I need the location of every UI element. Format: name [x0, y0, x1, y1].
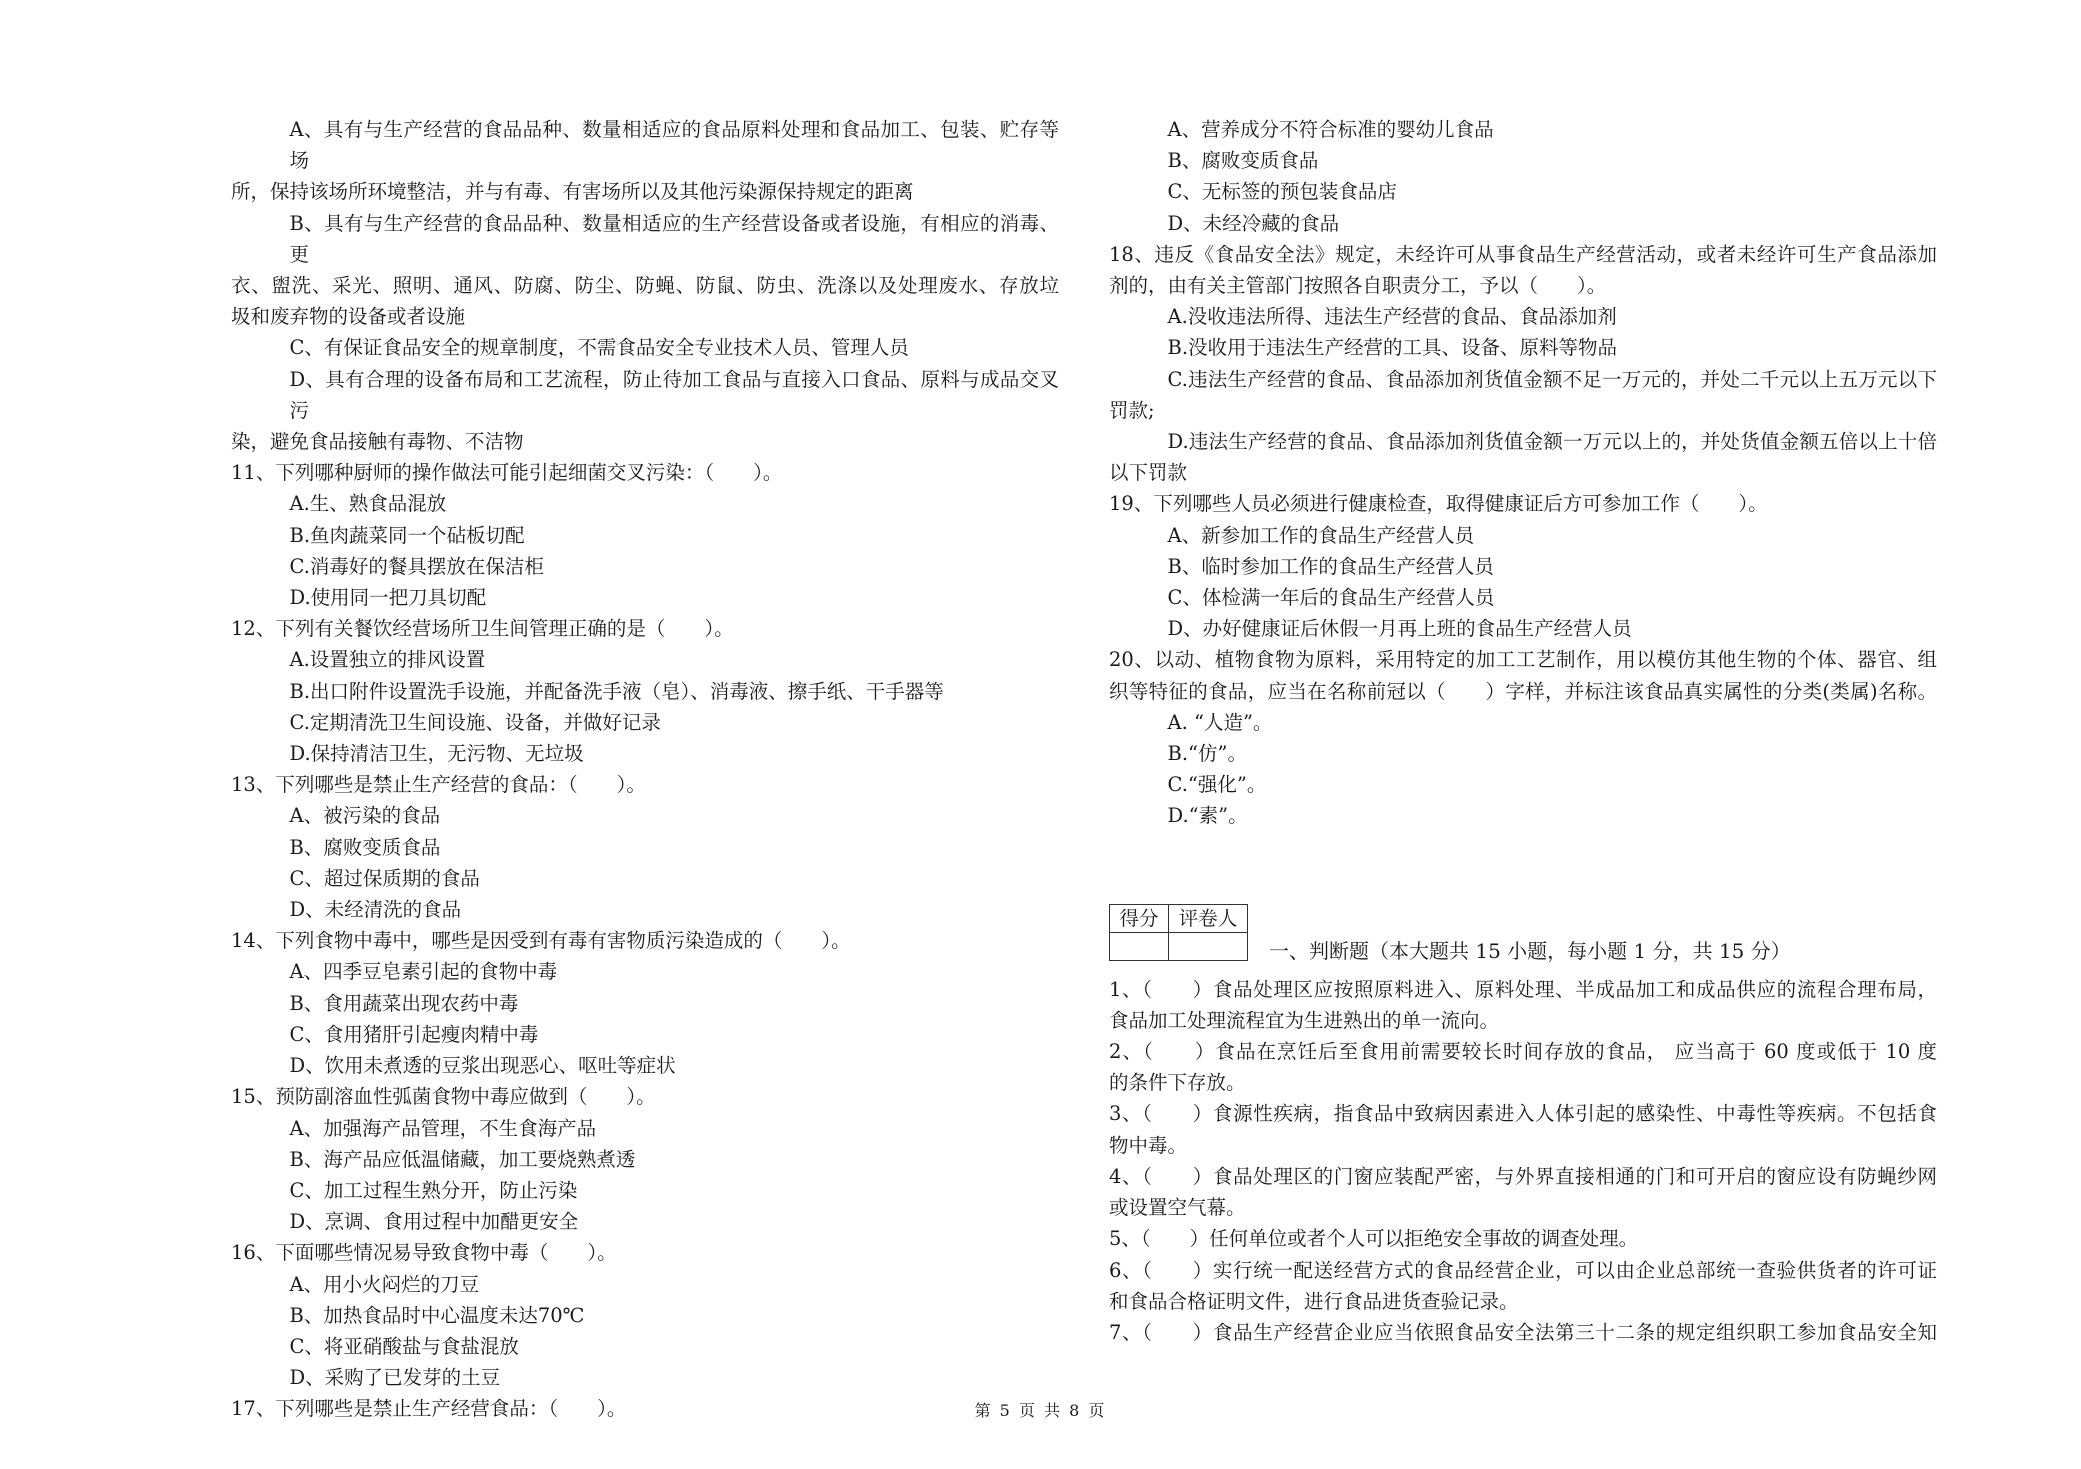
text-line: B、海产品应低温储藏，加工要烧熟煮透 [289, 1147, 636, 1171]
text-line: C、有保证食品安全的规章制度，不需食品安全专业技术人员、管理人员 [289, 336, 909, 360]
section-title: 一、判断题（本大题共 15 小题，每小题 1 分，共 15 分） [1269, 938, 1791, 963]
text-line: 罚款; [1109, 398, 1155, 422]
page-footer: 第 5 页 共 8 页 [974, 1401, 1107, 1420]
text-line: 12、下列有关餐饮经营场所卫生间管理正确的是（ ）。 [231, 617, 734, 641]
text-line: 16、下面哪些情况易导致食物中毒（ ）。 [231, 1241, 617, 1265]
text-line: 的条件下存放。 [1109, 1071, 1246, 1095]
text-line: A.没收违法所得、违法生产经营的食品、食品添加剂 [1167, 305, 1617, 329]
text-line: D.“素”。 [1167, 804, 1248, 828]
text-line: B、腐败变质食品 [289, 835, 441, 859]
text-line: D、未经清洗的食品 [289, 898, 462, 922]
text-line: A、新参加工作的食品生产经营人员 [1167, 523, 1475, 547]
text-line: C、加工过程生熟分开，防止污染 [289, 1178, 578, 1202]
text-line: C、无标签的预包装食品店 [1167, 180, 1397, 204]
text-line: C、超过保质期的食品 [289, 866, 480, 890]
text-line: 11、下列哪种厨师的操作做法可能引起细菌交叉污染：（ ）。 [231, 461, 783, 485]
grader-cell [1169, 932, 1248, 960]
text-line: C.违法生产经营的食品、食品添加剂货值金额不足一万元的，并处二千元以上五万元以下 [1167, 367, 1937, 391]
text-line: 4、（ ）食品处理区的门窗应装配严密，与外界直接相通的门和可开启的窗应设有防蝇纱网 [1109, 1164, 1937, 1188]
text-line: A、加强海产品管理，不生食海产品 [289, 1116, 597, 1140]
text-line: B.“仿”。 [1167, 742, 1247, 766]
text-line: 6、（ ）实行统一配送经营方式的食品经营企业，可以由企业总部统一查验供货者的许可证 [1109, 1258, 1937, 1282]
text-line: 织等特征的食品，应当在名称前冠以（ ）字样，并标注该食品真实属性的分类(类属)名称。 [1109, 679, 1937, 703]
section-gap [1109, 832, 1937, 904]
text-line: 15、预防副溶血性弧菌食物中毒应做到（ ）。 [231, 1085, 656, 1109]
text-line: 13、下列哪些是禁止生产经营的食品：（ ）。 [231, 773, 646, 797]
text-line: C、体检满一年后的食品生产经营人员 [1167, 586, 1495, 610]
text-line: B、临时参加工作的食品生产经营人员 [1167, 554, 1494, 578]
text-line: D.违法生产经营的食品、食品添加剂货值金额一万元以上的，并处货值金额五倍以上十倍 [1167, 430, 1937, 454]
text-line: 食品加工处理流程宜为生进熟出的单一流向。 [1109, 1008, 1500, 1032]
text-line: A、四季豆皂素引起的食物中毒 [289, 960, 558, 984]
text-line: C.消毒好的餐具摆放在保洁柜 [289, 554, 544, 578]
text-line: B、腐败变质食品 [1167, 149, 1319, 173]
text-line: D、采购了已发芽的土豆 [289, 1366, 501, 1390]
text-line: C、食用猪肝引起瘦肉精中毒 [289, 1022, 539, 1046]
score-header [1109, 904, 1937, 966]
score-label: 得分 [1110, 904, 1169, 932]
text-line: C.“强化”。 [1167, 773, 1267, 797]
text-line: B、加热食品时中心温度未达70℃ [289, 1303, 585, 1327]
text-line: A、具有与生产经营的食品品种、数量相适应的食品原料处理和食品加工、包装、贮存等场 [289, 118, 1059, 173]
text-line: 19、下列哪些人员必须进行健康检查，取得健康证后方可参加工作（ ）。 [1109, 492, 1768, 516]
text-line: 圾和废弃物的设备或者设施 [231, 305, 466, 329]
text-line: 7、（ ）食品生产经营企业应当依照食品安全法第三十二条的规定组织职工参加食品安全知 [1109, 1320, 1937, 1344]
text-line: 和食品合格证明文件，进行食品进货查验记录。 [1109, 1289, 1519, 1313]
text-line: D、办好健康证后休假一月再上班的食品生产经营人员 [1167, 617, 1632, 641]
text-line: 染，避免食品接触有毒物、不洁物 [231, 430, 524, 454]
text-line: D.保持清洁卫生，无污物、无垃圾 [289, 742, 584, 766]
text-line: 14、下列食物中毒中，哪些是因受到有毒有害物质污染造成的（ ）。 [231, 929, 851, 953]
text-line: A.生、熟食品混放 [289, 492, 447, 516]
text-line: 3、（ ）食源性疾病，指食品中致病因素进入人体引起的感染性、中毒性等疾病。不包括食 [1109, 1102, 1937, 1126]
score-table [1109, 904, 1248, 961]
text-line: A.设置独立的排风设置 [289, 648, 486, 672]
text-line: A、营养成分不符合标准的婴幼儿食品 [1167, 118, 1494, 141]
right-column [1109, 114, 1937, 1348]
text-line: A、用小火闷烂的刀豆 [289, 1272, 480, 1296]
text-line: B、食用蔬菜出现农药中毒 [289, 991, 519, 1015]
text-line: 1、（ ）食品处理区应按照原料进入、原料处理、半成品加工和成品供应的流程合理布局， [1109, 977, 1937, 1001]
text-line: A、被污染的食品 [289, 804, 441, 828]
text-line: 20、以动、植物食物为原料，采用特定的加工工艺制作，用以模仿其他生物的个体、器官、组 [1109, 648, 1937, 672]
text-line: B.鱼肉蔬菜同一个砧板切配 [289, 523, 525, 547]
text-line: A. “人造”。 [1167, 710, 1273, 734]
right-top-questions [1109, 114, 1937, 832]
text-line: C.定期清洗卫生间设施、设备，并做好记录 [289, 710, 661, 734]
grader-label: 评卷人 [1169, 904, 1248, 932]
text-line: 2、（ ）食品在烹饪后至食用前需要较长时间存放的食品， 应当高于 60 度或低于 10 度 [1109, 1040, 1937, 1064]
text-line: 17、下列哪些是禁止生产经营食品：（ ）。 [231, 1397, 627, 1421]
text-line: D、未经冷藏的食品 [1167, 211, 1340, 235]
text-line: 或设置空气幕。 [1109, 1196, 1246, 1220]
true-false-questions [1109, 974, 1937, 1348]
text-line: 5、（ ）任何单位或者个人可以拒绝安全事故的调查处理。 [1109, 1227, 1639, 1251]
text-line: 衣、盥洗、采光、照明、通风、防腐、防尘、防蝇、防鼠、防虫、洗涤以及处理废水、存放垃 [231, 274, 1059, 298]
text-line: 18、违反《食品安全法》规定，未经许可从事食品生产经营活动，或者未经许可生产食品添加 [1109, 242, 1937, 266]
left-column [231, 114, 1059, 1425]
text-line: B.没收用于违法生产经营的工具、设备、原料等物品 [1167, 336, 1618, 360]
text-line: B、具有与生产经营的食品品种、数量相适应的生产经营设备或者设施，有相应的消毒、更 [289, 211, 1059, 266]
text-line: D.使用同一把刀具切配 [289, 586, 487, 610]
text-line: D、烹调、食用过程中加醋更安全 [289, 1210, 579, 1234]
text-line: B.出口附件设置洗手设施，并配备洗手液（皂）、消毒液、擦手纸、干手器等 [289, 679, 944, 703]
text-line: 剂的，由有关主管部门按照各自职责分工，予以（ ）。 [1109, 274, 1607, 298]
score-cell [1110, 932, 1169, 960]
text-line: 以下罚款 [1109, 461, 1188, 485]
text-line: 所，保持该场所环境整洁，并与有毒、有害场所以及其他污染源保持规定的距离 [231, 180, 914, 204]
text-line: D、饮用未煮透的豆浆出现恶心、呕吐等症状 [289, 1054, 676, 1078]
text-line: C、将亚硝酸盐与食盐混放 [289, 1334, 519, 1358]
text-line: 物中毒。 [1109, 1133, 1188, 1157]
text-line: D、具有合理的设备布局和工艺流程，防止待加工食品与直接入口食品、原料与成品交叉污 [289, 367, 1059, 422]
